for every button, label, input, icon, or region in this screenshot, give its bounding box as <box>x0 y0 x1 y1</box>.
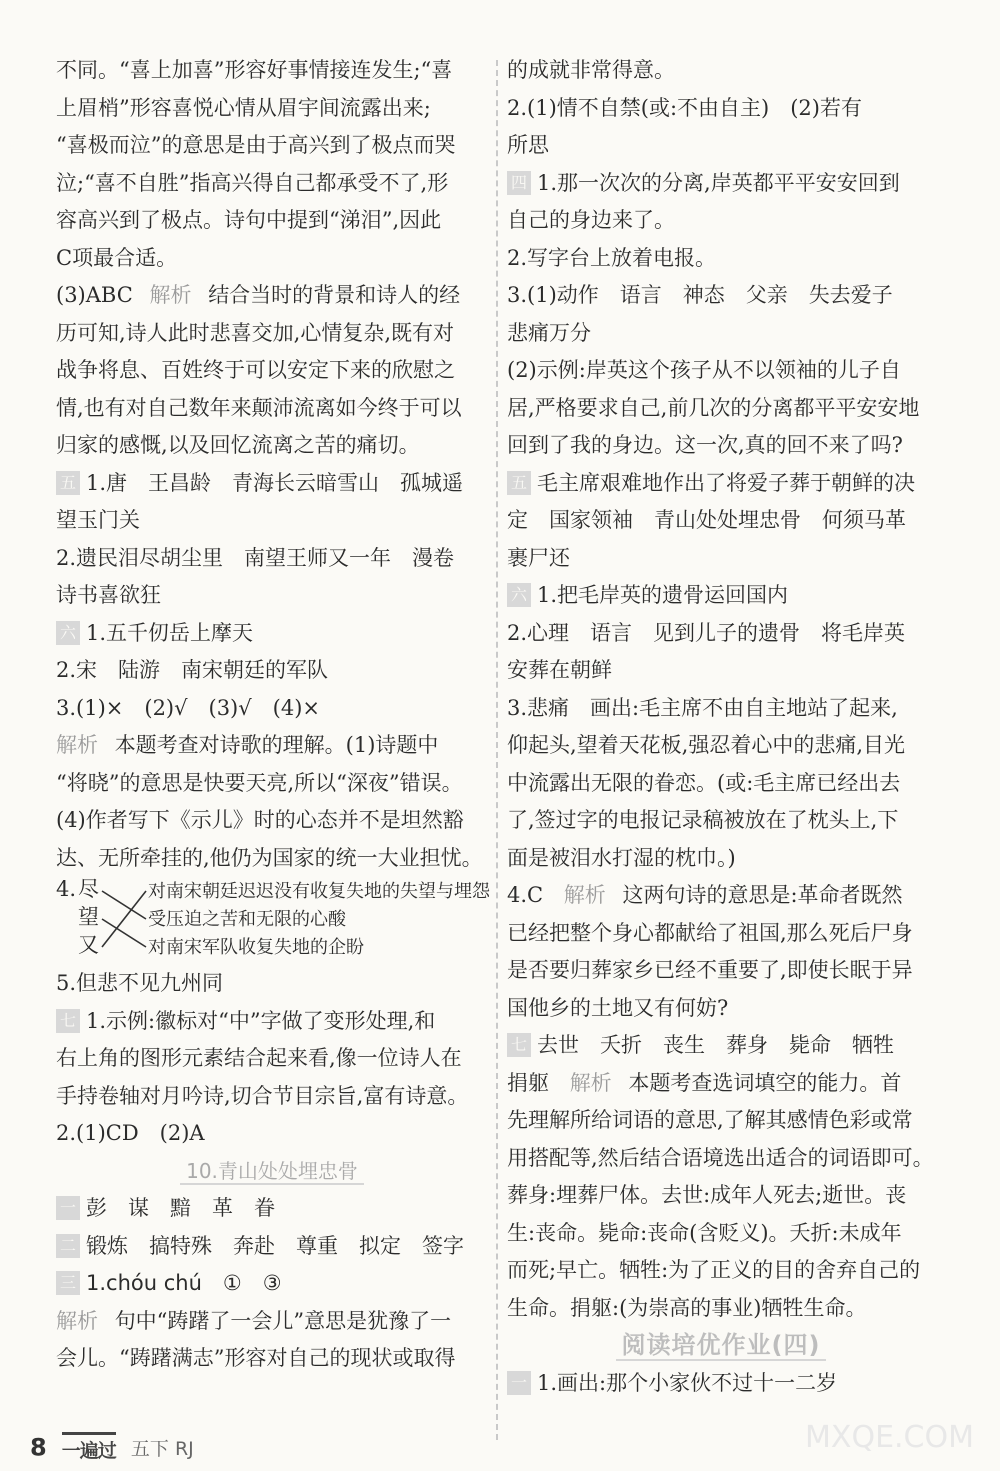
text-line: 自己的身边来了。 <box>507 208 675 232</box>
watermark: MXQE.COM <box>805 1420 974 1455</box>
text-line: 中流露出无限的眷恋。(或:毛主席已经出去 <box>507 770 901 795</box>
analysis-tag: 解析 <box>56 733 98 757</box>
lesson-title <box>56 1153 488 1191</box>
text-line: 望玉门关 <box>56 508 140 532</box>
reading-title <box>507 1327 935 1365</box>
text-line: 情,也有对自己数年来颠沛流离如今终于可以 <box>56 395 462 420</box>
text-line: 1.把毛岸英的遗骨运回国内 <box>537 583 789 607</box>
section-badge: 二 <box>56 1234 80 1258</box>
text-line: 2.(1)情不自禁(或:不由自主) (2)若有 <box>507 95 862 120</box>
brand-logo: 一遍过 <box>62 1432 116 1463</box>
match-line <box>102 891 146 947</box>
text-line: 安葬在朝鲜 <box>507 658 612 682</box>
analysis-tag: 解析 <box>149 283 192 307</box>
match-right-item: 对南宋朝廷迟迟没有收复失地的失望与埋怨 <box>148 881 490 902</box>
section-badge: 一 <box>507 1371 531 1395</box>
lesson-q3-line <box>56 1265 488 1303</box>
analysis-text: 本题考查对诗歌的理解。(1)诗题中 <box>114 733 439 757</box>
text-line: C项最合适。 <box>56 245 178 270</box>
grade-label: 五下 RJ <box>130 1438 194 1460</box>
text-line: 先理解所给词语的意思,了解其感情色彩或常 <box>507 1108 913 1132</box>
lesson-q2-line <box>56 1228 488 1266</box>
answer-line <box>56 1303 488 1341</box>
section-badge: 七 <box>56 1009 80 1033</box>
text-line: 2.(1)CD (2)A <box>56 1121 205 1145</box>
analysis-tag: 解析 <box>563 883 606 907</box>
section-6-line <box>507 577 935 615</box>
answer-line <box>56 727 488 765</box>
text-line: 居,严格要求自己,前几次的分离都平平安安地 <box>507 395 920 420</box>
text-line: 2.遗民泪尽胡尘里 南望王师又一年 漫卷 <box>56 545 455 570</box>
reading-q1-line <box>507 1365 935 1403</box>
text-line: 1.画出:那个小家伙不过十一二岁 <box>537 1370 838 1395</box>
analysis-tag: 解析 <box>56 1308 98 1333</box>
text-line: 国他乡的土地又有何妨? <box>507 995 729 1020</box>
answer-label: (3)ABC <box>56 283 133 307</box>
text-line: 诗书喜欲狂 <box>56 583 161 607</box>
text-line: 已经把整个身心都献给了祖国,那么死后尸身 <box>507 920 913 945</box>
analysis-text: 本题考查选词填空的能力。首 <box>628 1070 902 1095</box>
analysis-text: 句中“踌躇了一会儿”意思是犹豫了一 <box>114 1308 452 1333</box>
match-left-item: 又 <box>78 933 99 957</box>
text-line: 1.示例:徽标对“中”字做了变形处理,和 <box>86 1008 436 1033</box>
text-line: 裹尸还 <box>507 545 570 570</box>
text-line: 1.唐 王昌龄 青海长云暗雪山 孤城遥 <box>86 470 464 495</box>
answer-line <box>507 1065 935 1103</box>
text-line: 2.心理 语言 见到儿子的遗骨 将毛岸英 <box>507 620 906 645</box>
page-number: 8 <box>30 1433 47 1462</box>
section-4-line <box>507 165 935 203</box>
lesson-title-text: 10.青山处处埋忠骨 <box>180 1159 364 1185</box>
text-line: “将晓”的意思是快要天亮,所以“深夜”错误。 <box>56 770 463 795</box>
section-badge: 四 <box>507 171 531 195</box>
match-left-item: 望 <box>78 905 99 929</box>
matching-diagram <box>56 877 488 965</box>
section-badge: 五 <box>56 471 80 495</box>
text-line: (4)作者写下《示儿》时的心态并不是坦然豁 <box>56 808 464 832</box>
text-line: 2.宋 陆游 南宋朝廷的军队 <box>56 658 329 682</box>
section-5-line <box>56 465 488 503</box>
section-7-line <box>56 1003 488 1041</box>
text-line: 历可知,诗人此时悲喜交加,心情复杂,既有对 <box>56 320 455 345</box>
text-line: 3.(1)× (2)√ (3)√ (4)× <box>56 695 320 720</box>
lesson-q1-line <box>56 1190 488 1228</box>
reading-title-text: 阅读培优作业(四) <box>616 1331 827 1361</box>
text-line: 定 国家领袖 青山处处埋忠骨 何须马革 <box>507 508 906 532</box>
match-line <box>102 919 146 947</box>
text-line: 手持卷轴对月吟诗,切合节目宗旨,富有诗意。 <box>56 1083 469 1108</box>
text-line: 战争将息、百姓终于可以安定下来的欣慰之 <box>56 358 455 382</box>
answer-label: 4.C <box>507 883 544 907</box>
text-line: 上眉梢”形容喜悦心情从眉宇间流露出来; <box>56 95 431 120</box>
text-line: 会儿。“踌躇满志”形容对自己的现状或取得 <box>56 1346 456 1370</box>
text-line: 生命。捐躯:(为崇高的事业)牺牲生命。 <box>507 1295 867 1320</box>
text-line: 葬身:埋葬尸体。去世:成年人死去;逝世。丧 <box>507 1183 907 1207</box>
right-column <box>507 52 935 1402</box>
analysis-text: 结合当时的背景和诗人的经 <box>208 283 461 307</box>
text-line: 回到了我的身边。这一次,真的回不来了吗? <box>507 433 903 457</box>
match-right-item: 对南宋军队收复失地的企盼 <box>148 937 364 958</box>
section-badge: 六 <box>507 583 531 607</box>
text-line: 用搭配等,然后结合语境选出适合的词语即可。 <box>507 1145 934 1170</box>
text-line: 容高兴到了极点。诗句中提到“涕泪”,因此 <box>56 208 442 232</box>
match-left-item: 尽 <box>78 877 99 901</box>
section-badge: 三 <box>56 1271 80 1295</box>
text-line: 仰起头,望着天花板,强忍着心中的悲痛,目光 <box>507 733 906 757</box>
match-lines <box>56 877 156 965</box>
text-line: 的成就非常得意。 <box>507 58 675 82</box>
section-badge: 一 <box>56 1196 80 1220</box>
text-line: 生:丧命。毙命:丧命(含贬义)。夭折:未成年 <box>507 1220 902 1245</box>
left-column <box>56 52 488 1378</box>
analysis-tag: 解析 <box>569 1070 612 1095</box>
text-line: 右上角的图形元素结合起来看,像一位诗人在 <box>56 1046 462 1070</box>
text-line: 悲痛万分 <box>507 320 591 345</box>
answer-line <box>56 277 488 315</box>
section-5-line <box>507 465 935 503</box>
answer-line <box>507 877 935 915</box>
match-line <box>102 891 146 919</box>
text-line: 3.(1)动作 语言 神态 父亲 失去爱子 <box>507 283 893 307</box>
text-line: (2)示例:岸英这个孩子从不以领袖的儿子自 <box>507 358 901 382</box>
section-badge: 七 <box>507 1033 531 1057</box>
text-line: 面是被泪水打湿的枕巾。) <box>507 845 736 870</box>
text-line: 归家的感慨,以及回忆流离之苦的痛切。 <box>56 433 420 457</box>
section-badge: 六 <box>56 621 80 645</box>
text-line: 1.那一次次的分离,岸英都平平安安回到 <box>537 170 900 195</box>
text-line: 3.悲痛 画出:毛主席不由自主地站了起来, <box>507 695 898 720</box>
answer-label: 捐躯 <box>507 1070 549 1095</box>
text-line: 不同。“喜上加喜”形容好事情接连发生;“喜 <box>56 58 453 82</box>
text-line: 是否要归葬家乡已经不重要了,即使长眠于异 <box>507 958 913 982</box>
text-line: 2.写字台上放着电报。 <box>507 245 717 270</box>
text-line: 了,签过字的电报记录稿被放在了枕头上,下 <box>507 808 899 832</box>
column-divider <box>496 60 498 1440</box>
match-right-item: 受压迫之苦和无限的心酸 <box>148 909 346 930</box>
section-7-line <box>507 1027 935 1065</box>
text-line: 毛主席艰难地作出了将爱子葬于朝鲜的决 <box>537 470 915 495</box>
text-line: 彭 谋 黯 革 眷 <box>86 1196 275 1220</box>
section-6-line <box>56 615 488 653</box>
text-line: “喜极而泣”的意思是由于高兴到了极点而哭 <box>56 133 456 157</box>
text-line: 所思 <box>507 133 549 157</box>
text-line: 而死;早亡。牺牲:为了正义的目的舍弃自己的 <box>507 1258 921 1282</box>
page-footer <box>30 1432 194 1466</box>
text-line: 达、无所牵挂的,他仍为国家的统一大业担忧。 <box>56 845 483 870</box>
text-line: 5.但悲不见九州同 <box>56 971 224 995</box>
section-badge: 五 <box>507 471 531 495</box>
analysis-text: 这两句诗的意思是:革命者既然 <box>622 883 903 907</box>
match-num: 4. <box>56 877 77 901</box>
text-line: 1.五千仞岳上摩天 <box>86 620 254 645</box>
text-line: 泣;“喜不自胜”指高兴得自己都承受不了,形 <box>56 170 449 195</box>
text-line: 去世 夭折 丧生 葬身 毙命 牺牲 <box>537 1033 894 1057</box>
text-line: 1.chóu chú ① ③ <box>86 1271 282 1295</box>
text-line: 锻炼 搞特殊 奔赴 尊重 拟定 签字 <box>86 1233 464 1258</box>
